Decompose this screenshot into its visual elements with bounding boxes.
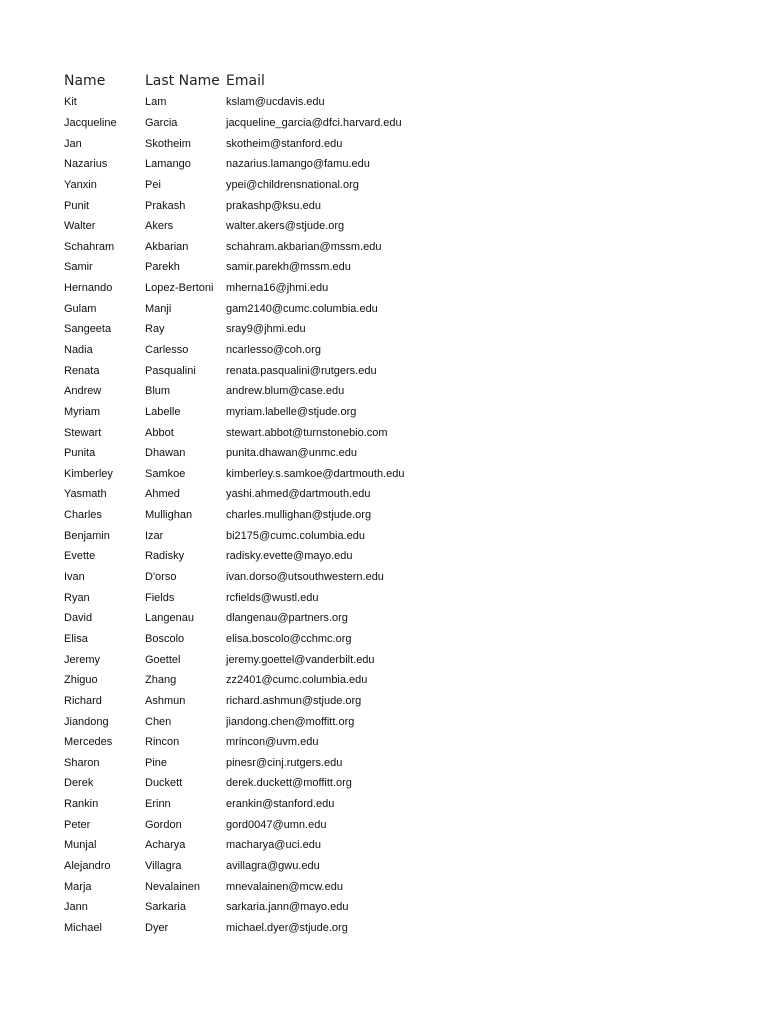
email-cell: sarkaria.jann@mayo.edu xyxy=(226,901,349,914)
last-name-cell: Gordon xyxy=(145,818,182,831)
email-cell: andrew.blum@case.edu xyxy=(226,385,345,398)
first-name-cell: Derek xyxy=(64,777,94,790)
header-last-name: Last Name xyxy=(145,72,220,89)
first-name-cell: Hernando xyxy=(64,282,113,295)
last-name-cell: Samkoe xyxy=(145,467,186,480)
first-name-cell: Walter xyxy=(64,220,96,233)
first-name-cell: Myriam xyxy=(64,405,101,418)
email-cell: derek.duckett@moffitt.org xyxy=(226,777,352,790)
table-row xyxy=(64,154,724,175)
table-body xyxy=(64,92,724,938)
first-name-cell: Yasmath xyxy=(64,488,107,501)
table-row xyxy=(64,732,724,753)
table-row xyxy=(64,753,724,774)
last-name-cell: Pasqualini xyxy=(145,364,196,377)
table-row xyxy=(64,464,724,485)
table-row xyxy=(64,216,724,237)
email-cell: michael.dyer@stjude.org xyxy=(226,921,348,934)
table-row xyxy=(64,92,724,113)
table-row xyxy=(64,629,724,650)
email-cell: walter.akers@stjude.org xyxy=(226,220,345,233)
table-row xyxy=(64,402,724,423)
last-name-cell: Akbarian xyxy=(145,240,189,253)
table-row xyxy=(64,670,724,691)
table-row xyxy=(64,546,724,567)
first-name-cell: David xyxy=(64,612,93,625)
email-cell: gam2140@cumc.columbia.edu xyxy=(226,302,378,315)
first-name-cell: Yanxin xyxy=(64,178,97,191)
first-name-cell: Andrew xyxy=(64,385,102,398)
first-name-cell: Rankin xyxy=(64,798,99,811)
email-cell: renata.pasqualini@rutgers.edu xyxy=(226,364,377,377)
last-name-cell: Mullighan xyxy=(145,509,193,522)
last-name-cell: Duckett xyxy=(145,777,183,790)
first-name-cell: Sangeeta xyxy=(64,323,112,336)
first-name-cell: Punita xyxy=(64,447,96,460)
last-name-cell: Acharya xyxy=(145,839,186,852)
last-name-cell: Akers xyxy=(145,220,174,233)
table-row xyxy=(64,711,724,732)
last-name-cell: Ashmun xyxy=(145,694,186,707)
table-row xyxy=(64,567,724,588)
table-header xyxy=(64,70,724,91)
email-cell: bi2175@cumc.columbia.edu xyxy=(226,529,365,542)
first-name-cell: Jan xyxy=(64,137,82,150)
last-name-cell: Izar xyxy=(145,529,164,542)
email-cell: sray9@jhmi.edu xyxy=(226,323,306,336)
first-name-cell: Benjamin xyxy=(64,529,110,542)
email-cell: mherna16@jhmi.edu xyxy=(226,282,329,295)
email-cell: gord0047@umn.edu xyxy=(226,818,327,831)
email-cell: yashi.ahmed@dartmouth.edu xyxy=(226,488,371,501)
table-row xyxy=(64,856,724,877)
email-cell: jeremy.goettel@vanderbilt.edu xyxy=(226,653,375,666)
email-cell: skotheim@stanford.edu xyxy=(226,137,343,150)
email-cell: macharya@uci.edu xyxy=(226,839,321,852)
first-name-cell: Kimberley xyxy=(64,467,113,480)
table-row xyxy=(64,814,724,835)
contact-table xyxy=(64,70,724,938)
last-name-cell: Boscolo xyxy=(145,632,185,645)
email-cell: jacqueline_garcia@dfci.harvard.edu xyxy=(226,116,402,129)
email-cell: elisa.boscolo@cchmc.org xyxy=(226,632,352,645)
table-row xyxy=(64,691,724,712)
table-row xyxy=(64,113,724,134)
last-name-cell: Carlesso xyxy=(145,344,189,356)
first-name-cell: Sharon xyxy=(64,756,100,769)
first-name-cell: Elisa xyxy=(64,632,88,645)
table-row xyxy=(64,195,724,216)
last-name-cell: Goettel xyxy=(145,653,181,666)
table-row xyxy=(64,278,724,299)
last-name-cell: Dhawan xyxy=(145,447,186,460)
first-name-cell: Jacqueline xyxy=(64,116,117,129)
email-cell: mnevalainen@mcw.edu xyxy=(226,880,343,893)
first-name-cell: Charles xyxy=(64,509,102,522)
last-name-cell: Pine xyxy=(145,756,168,769)
table-row xyxy=(64,794,724,815)
last-name-cell: Langenau xyxy=(145,612,194,625)
last-name-cell: Lopez-Bertoni xyxy=(145,282,214,295)
email-cell: zz2401@cumc.columbia.edu xyxy=(226,674,368,687)
email-cell: richard.ashmun@stjude.org xyxy=(226,694,362,707)
last-name-cell: Sarkaria xyxy=(145,901,186,914)
last-name-cell: Lam xyxy=(145,96,167,109)
first-name-cell: Munjal xyxy=(64,839,97,852)
last-name-cell: Lamango xyxy=(145,158,191,171)
last-name-cell: Labelle xyxy=(145,405,181,418)
email-cell: nazarius.lamango@famu.edu xyxy=(226,158,370,171)
first-name-cell: Nadia xyxy=(64,344,93,356)
first-name-cell: Jann xyxy=(64,901,88,914)
last-name-cell: Prakash xyxy=(145,199,186,212)
table-row xyxy=(64,298,724,319)
last-name-cell: Garcia xyxy=(145,116,178,129)
table-row xyxy=(64,422,724,443)
first-name-cell: Renata xyxy=(64,364,100,377)
table-row xyxy=(64,876,724,897)
table-row xyxy=(64,587,724,608)
email-cell: dlangenau@partners.org xyxy=(226,612,348,625)
table-row xyxy=(64,484,724,505)
last-name-cell: Erinn xyxy=(145,798,171,811)
table-row xyxy=(64,525,724,546)
table-row xyxy=(64,236,724,257)
email-cell: kslam@ucdavis.edu xyxy=(226,96,325,109)
last-name-cell: Radisky xyxy=(145,550,185,563)
first-name-cell: Evette xyxy=(64,550,96,563)
email-cell: radisky.evette@mayo.edu xyxy=(226,550,353,563)
first-name-cell: Gulam xyxy=(64,302,97,315)
last-name-cell: Rincon xyxy=(145,736,180,749)
last-name-cell: Abbot xyxy=(145,426,174,439)
email-cell: ypei@childrensnational.org xyxy=(226,178,359,191)
last-name-cell: Skotheim xyxy=(145,137,191,150)
email-cell: stewart.abbot@turnstonebio.com xyxy=(226,426,388,439)
first-name-cell: Nazarius xyxy=(64,158,108,171)
email-cell: rcfields@wustl.edu xyxy=(226,591,319,604)
table-row xyxy=(64,918,724,939)
header-email: Email xyxy=(226,72,265,89)
table-row xyxy=(64,340,724,361)
last-name-cell: D'orso xyxy=(145,571,177,584)
first-name-cell: Ivan xyxy=(64,571,85,584)
email-cell: punita.dhawan@unmc.edu xyxy=(226,447,358,460)
email-cell: avillagra@gwu.edu xyxy=(226,860,320,873)
last-name-cell: Zhang xyxy=(145,674,177,687)
email-cell: samir.parekh@mssm.edu xyxy=(226,261,351,274)
first-name-cell: Michael xyxy=(64,921,102,934)
last-name-cell: Ahmed xyxy=(145,488,180,501)
last-name-cell: Ray xyxy=(145,323,165,336)
email-cell: pinesr@cinj.rutgers.edu xyxy=(226,756,343,769)
first-name-cell: Jiandong xyxy=(64,715,109,728)
first-name-cell: Alejandro xyxy=(64,860,111,873)
last-name-cell: Dyer xyxy=(145,921,169,934)
first-name-cell: Punit xyxy=(64,199,90,212)
email-cell: charles.mullighan@stjude.org xyxy=(226,509,372,522)
last-name-cell: Fields xyxy=(145,591,175,604)
table-row xyxy=(64,175,724,196)
first-name-cell: Stewart xyxy=(64,426,102,439)
first-name-cell: Peter xyxy=(64,818,91,831)
table-row xyxy=(64,773,724,794)
first-name-cell: Jeremy xyxy=(64,653,101,666)
table-row xyxy=(64,835,724,856)
email-cell: mrincon@uvm.edu xyxy=(226,736,319,749)
table-row xyxy=(64,897,724,918)
first-name-cell: Ryan xyxy=(64,591,90,604)
table-row xyxy=(64,505,724,526)
table-row xyxy=(64,133,724,154)
table-row xyxy=(64,649,724,670)
last-name-cell: Villagra xyxy=(145,860,182,873)
email-cell: erankin@stanford.edu xyxy=(226,798,335,811)
first-name-cell: Richard xyxy=(64,694,102,707)
table-row xyxy=(64,608,724,629)
first-name-cell: Mercedes xyxy=(64,736,113,749)
last-name-cell: Pei xyxy=(145,178,161,191)
email-cell: jiandong.chen@moffitt.org xyxy=(226,715,355,728)
table-row xyxy=(64,257,724,278)
table-row xyxy=(64,443,724,464)
email-cell: kimberley.s.samkoe@dartmouth.edu xyxy=(226,467,405,480)
first-name-cell: Samir xyxy=(64,261,93,274)
last-name-cell: Parekh xyxy=(145,261,180,274)
table-row xyxy=(64,319,724,340)
table-row xyxy=(64,381,724,402)
first-name-cell: Zhiguo xyxy=(64,674,98,687)
last-name-cell: Manji xyxy=(145,302,172,315)
header-name: Name xyxy=(64,72,106,89)
email-cell: ncarlesso@coh.org xyxy=(226,344,321,356)
email-cell: myriam.labelle@stjude.org xyxy=(226,405,357,418)
table-row xyxy=(64,360,724,381)
first-name-cell: Kit xyxy=(64,96,77,109)
last-name-cell: Nevalainen xyxy=(145,880,201,893)
last-name-cell: Blum xyxy=(145,385,171,398)
first-name-cell: Marja xyxy=(64,880,92,893)
first-name-cell: Schahram xyxy=(64,240,115,253)
last-name-cell: Chen xyxy=(145,715,172,728)
email-cell: schahram.akbarian@mssm.edu xyxy=(226,240,382,253)
email-cell: prakashp@ksu.edu xyxy=(226,199,321,212)
email-cell: ivan.dorso@utsouthwestern.edu xyxy=(226,571,384,584)
